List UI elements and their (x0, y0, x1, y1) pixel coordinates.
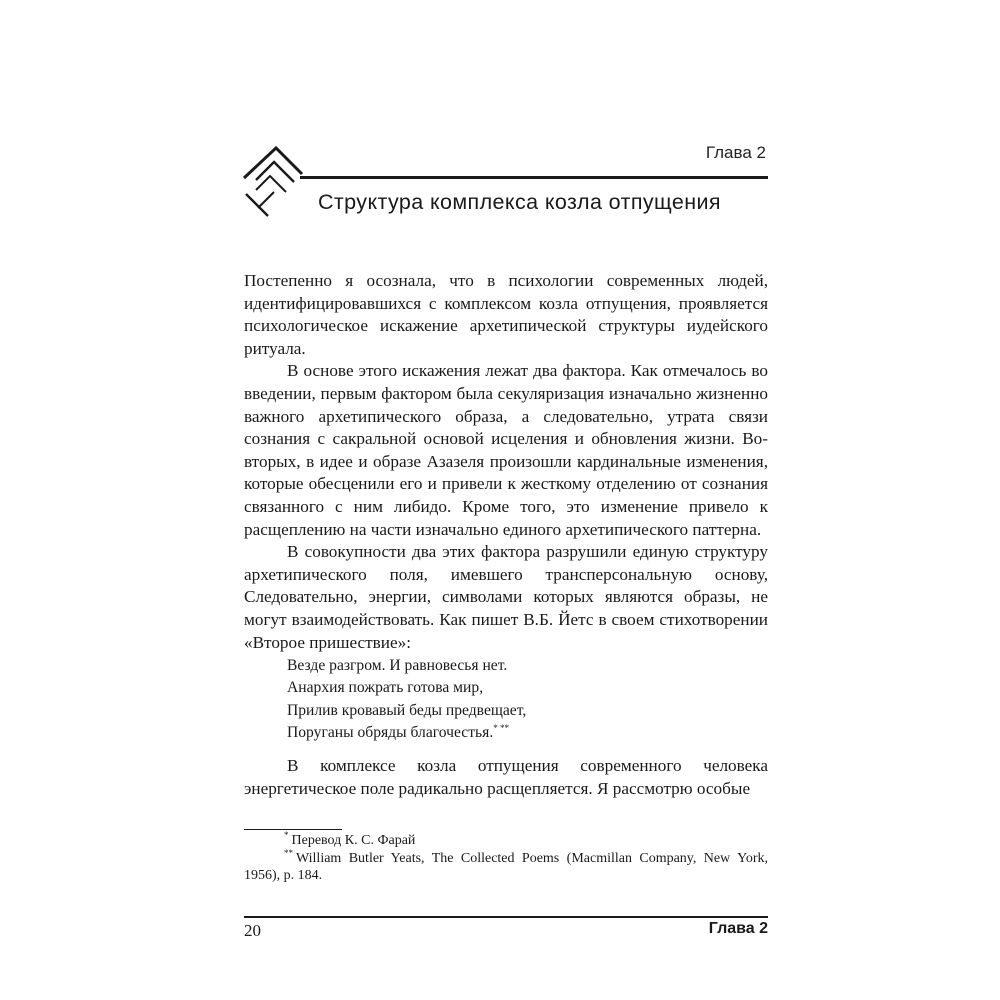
footnotes (244, 832, 768, 885)
footnote-rule (244, 829, 342, 830)
footnote-mark: ** (284, 847, 293, 858)
paragraph: В основе этого искажения лежат два фактора. Как отмечалось во введении, первым фактором была секуляризация изначально жизненно важного архетипического образа, а следовательно, утрата связи сознания с сакральной основой исцеления и обновления жизни. Во-вторых, в идее и образе Азазеля произошли кардинальные изменения, которые обесценили его и привели к жесткому отделению от сознания связанного с ним либидо. Кроме того, это изменение привело к расщеплению на части изначально единого архетипического паттерна. (244, 361, 768, 539)
poem-line: Поруганы обряды благочестья. (287, 724, 494, 742)
footer-chapter-label: Глава 2 (708, 920, 768, 937)
poem-line: Прилив кровавый беды предвещает, (287, 701, 527, 719)
footnote (244, 832, 768, 850)
page-number: 20 (244, 921, 261, 940)
footnote-reference: * ** (493, 723, 509, 734)
footnote-mark: * (284, 830, 289, 841)
paragraph: В комплексе козла отпущения современного человека энергетическое поле радикально расщепляется. Я рассмотрю особые (244, 756, 768, 798)
body-text-continued (244, 755, 768, 800)
footnote (244, 847, 768, 885)
chapter-title: Структура комплекса козла отпущения (318, 190, 721, 214)
footer-rule (244, 916, 768, 918)
header-rule (300, 176, 768, 179)
footnote-text: William Butler Yeats, The Collected Poems (Macmillan Company, New York, 1956), p. 184. (244, 850, 768, 884)
poem-line: Везде разгром. И равновесья нет. (287, 657, 508, 674)
footnote-text: Перевод К. С. Фарай (291, 833, 416, 848)
header-chapter-label: Глава 2 (705, 143, 766, 162)
chapter-ornament-icon (240, 144, 320, 224)
paragraph: В совокупности два этих фактора разрушили единую структуру архетипического поля, имевшего трансперсональную основу, Следовательно, энергии, символами которых являются образы, не могут взаимодействовать. Как пишет В.Б. Йетс в своем стихотворении «Второе пришествие»: (244, 542, 768, 652)
poem (287, 655, 767, 745)
poem-line: Анархия пожрать готова мир, (287, 679, 484, 697)
paragraph: Постепенно я осознала, что в психологии современных людей, идентифицировавшихся с комплексом козла отпущения, проявляется психологическое искажение архетипической структуры иудейского ритуала. (244, 271, 768, 358)
body-text (244, 270, 768, 654)
